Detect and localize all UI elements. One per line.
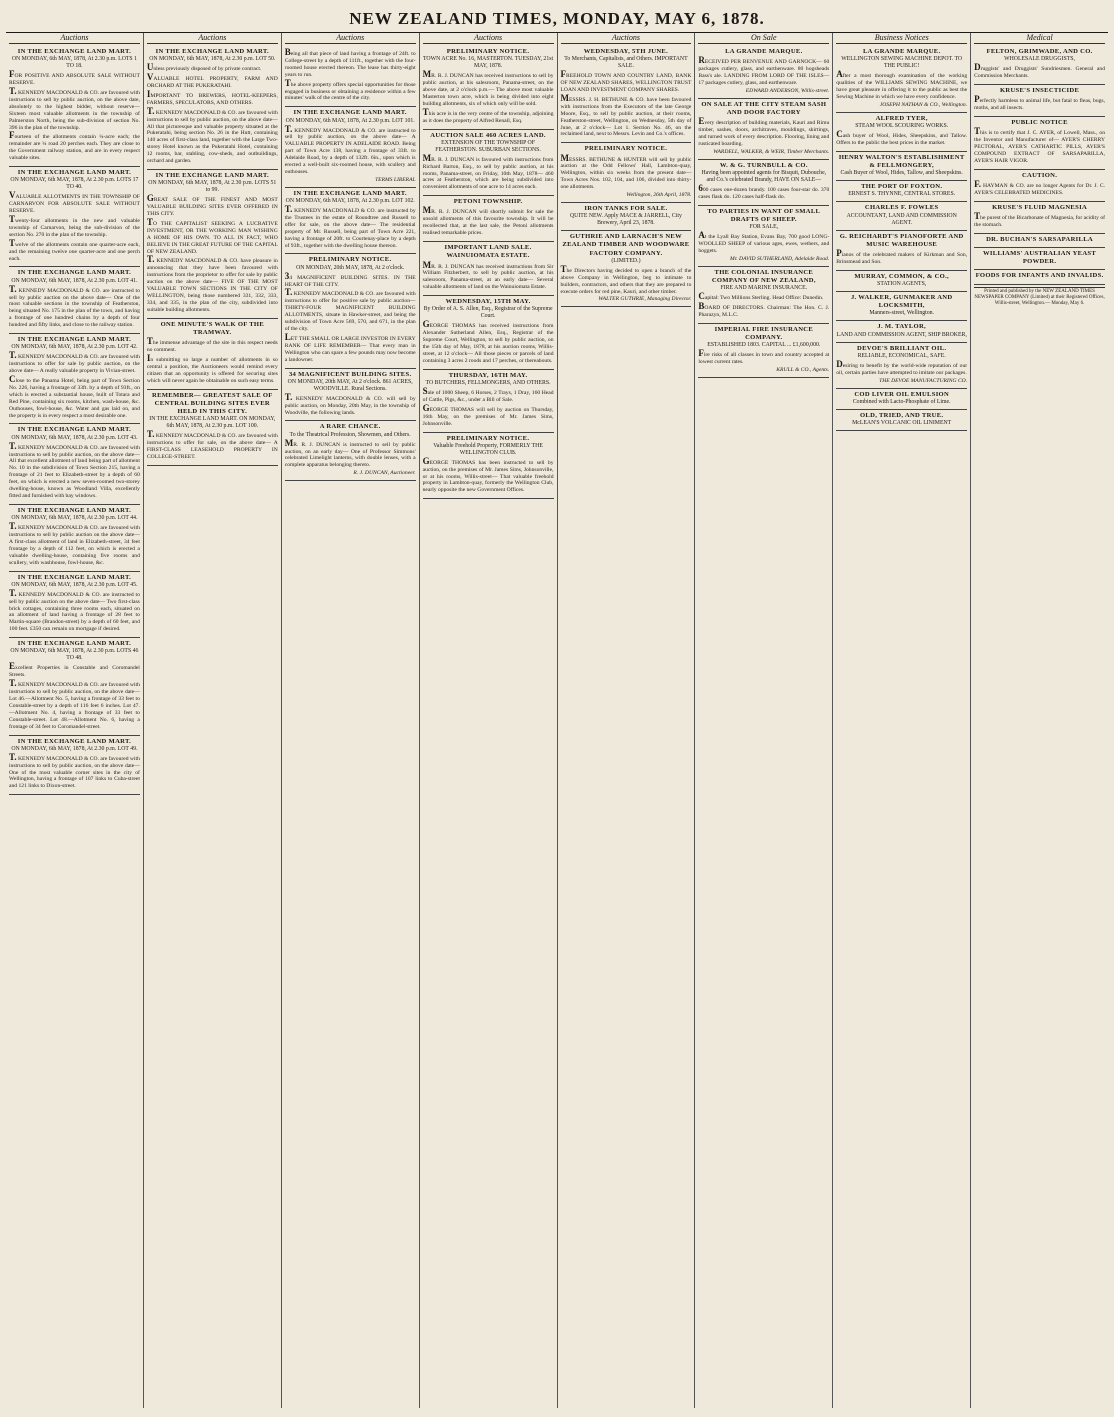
advertisement	[423, 130, 554, 197]
ad-paragraph: Cash buyer of Wool, Hides, Sheepskins, and Tallow. Offers to the public the best prices in the market.	[836, 128, 968, 146]
ad-body	[974, 178, 1105, 197]
ad-paragraph: Being all that piece of land having a frontage of 24ft. to College-street by a depth of 111ft., together with the four-roomed house erected thereon. The lease has thirty-eight years to run.	[284, 47, 416, 78]
ad-body	[9, 663, 140, 730]
ad-paragraph: MR. R. J. DUNCAN is instructed to sell by public auction, on an early day— One of Professor Simmons' celebrated Limelight lanterns, with double lenses, with a complete apparatus belonging thereto.	[284, 437, 416, 469]
ad-body	[423, 321, 554, 364]
ad-paragraph: At the Lyall Bay Station, Evans Bay, 700 good LONG-WOOLLED SHEEP of various ages, ewes, wethers, and hoggets.	[698, 230, 830, 254]
ad-paragraph: BOARD OF DIRECTORS. Chairman: The Hon. C. J. Pharazyn, M.L.C.	[698, 301, 830, 318]
column-3	[282, 33, 420, 1408]
ad-subtitle: LAND AND COMMISSION AGENT, SHIP BROKER,	[836, 331, 967, 338]
ad-title: THURSDAY, 16TH MAY.	[448, 371, 528, 379]
column-grid	[6, 33, 1108, 1408]
ad-paragraph: The above property offers special opportunities for those engaged in business or obtaining a residence within a few minutes' walk of the centre of the city.	[284, 77, 416, 102]
ad-paragraph: T. KENNEDY MACDONALD & CO. will sell by public auction, on Monday, 20th May, in the township of Woodville, the following lands.	[284, 391, 416, 416]
ad-body	[836, 71, 967, 101]
advertisement	[836, 410, 967, 431]
ad-title: KRUSE'S FLUID MAGNESIA	[992, 203, 1088, 211]
advertisement	[836, 343, 967, 389]
advertisement	[974, 117, 1105, 170]
ad-title: COD LIVER OIL EMULSION	[854, 390, 950, 398]
advertisement	[285, 369, 416, 422]
ad-paragraph: MESSRS. J. H. BETHUNE & CO. have been favoured with instructions from the Executors of the late George Moore, Esq., to sell by public auction, at their rooms, Featherston-street, Wellington, on Wednesday, 5th day of June, at 2 o'clock— Lot 1. Section No. 46, on the reclaimed land, next to Messrs. Levin and Co.'s offices.	[560, 92, 692, 138]
ad-subtitle: TOWN ACRE No. 16, MASTERTON. TUESDAY, 21st MAY, 1878.	[423, 56, 554, 70]
ad-title: ONE MINUTE'S WALK OF THE TRAMWAY.	[160, 320, 265, 336]
ad-body	[698, 232, 829, 255]
ad-paragraph: FREEHOLD TOWN AND COUNTRY LAND, BANK OF NEW ZEALAND SHARES, WELLINGTON TRUST LOAN AND INVESTMENT COMPANY SHARES.	[560, 69, 692, 94]
ad-body	[422, 455, 554, 495]
ad-body	[9, 71, 140, 162]
ad-body	[284, 270, 416, 364]
ad-paragraph: T. KENNEDY MACDONALD & CO. have pleasure in announcing that they have been favoured with instructions from the proprietor to offer for sale by public auction on the above date— FIVE OF THE MOST VALUABLE TOWN SECTIONS IN THE CITY OF WELLINGTON, being those numbered 331, 332, 333, 334, and 335, in the plan of the city, subdivided into suitable building allotments.	[146, 254, 278, 313]
ad-title: IRON TANKS FOR SALE.	[584, 205, 668, 212]
ad-paragraph: MR. R. J. DUNCAN has received instructions from Sir William Fitzherbert, to sell by public auction, at his salesroom, Panama-street, at an early date— Several valuable allotments of land on the Wainuiomata Estate.	[422, 259, 554, 291]
ad-title: WEDNESDAY, 15TH MAY.	[445, 298, 531, 306]
ad-title: IN THE EXCHANGE LAND MART.	[155, 171, 269, 179]
ad-subtitle: ON MONDAY, 6th MAY, 1878, At 2.30 p.m. LOT 43.	[11, 434, 138, 441]
ad-subtitle: ON MONDAY, 20th MAY, At 2 o'clock. 861 ACRES, WOODVILLE. Rural Sections.	[287, 378, 413, 392]
ad-title: WILLIAMS' AUSTRALIAN YEAST POWDER.	[983, 250, 1097, 266]
ad-title: IN THE EXCHANGE LAND MART.	[17, 573, 132, 581]
advertisement	[974, 85, 1105, 117]
advertisement	[147, 390, 278, 466]
advertisement	[285, 421, 416, 481]
advertisement	[9, 167, 140, 267]
advertisement	[9, 46, 140, 167]
ad-paragraph: T. KENNEDY MACDONALD & CO. are favoured with instructions to sell by public auction, on the above date— All that excellent allotment of land being part of allotment No. 10 in the subdivision of Town Section 215, having a frontage of 21 feet to Elizabeth-street by a depth of 60 feet, on which is erected a new seven-roomed two-storey dwelling-house, known as Woodland Villa, excellently fitted and furnished with bay windows.	[9, 440, 140, 499]
ad-title: W. & G. TURNBULL & CO.	[719, 161, 808, 169]
advertisement	[698, 99, 829, 160]
ad-body	[974, 210, 1105, 229]
ad-title: CHARLES F. FOWLES	[864, 204, 939, 212]
ad-body	[284, 391, 416, 417]
ad-title: PUBLIC NOTICE	[1011, 119, 1068, 127]
ad-body	[561, 71, 692, 138]
advertisement	[561, 203, 692, 231]
ad-subtitle: ON MONDAY, 6th MAY, 1878, At 2.30 p.m. LOTS 17 TO 40.	[10, 177, 139, 191]
ad-body	[560, 152, 692, 192]
ad-title: PRELIMINARY NOTICE.	[584, 145, 668, 153]
ad-title: GUTHRIE AND LARNACH'S NEW ZEALAND TIMBER AND WOODWARE FACTORY COMPANY.	[562, 233, 690, 257]
advertisement	[974, 202, 1105, 234]
ad-title: IN THE EXCHANGE LAND MART.	[17, 426, 132, 434]
ad-title: IN THE EXCHANGE LAND MART.	[17, 506, 132, 514]
ad-subtitle: ON MONDAY, 6th MAY, 1878, At 2.30 p.m. LOT 50.	[149, 56, 276, 63]
ad-paragraph: IMPORTANT TO BREWERS, HOTEL-KEEPERS, FARMERS, SPECULATORS, AND OTHERS.	[146, 88, 278, 106]
ad-paragraph: RECEIVED PER BENVENUE AND GARNOCK— 60 packages cutlery, glass, and earthenware. 80 hogsheads Bass's ale. LANDING FROM LORD OF THE ISLES— 17 packages cutlery, glass, and earthenware.	[698, 55, 830, 86]
ad-body	[9, 192, 140, 262]
advertisement	[9, 334, 140, 424]
advertisement	[836, 231, 967, 271]
advertisement	[836, 113, 967, 152]
ad-paragraph: Fire risks of all classes in town and country accepted at lowest current rates.	[698, 348, 830, 366]
ad-body	[836, 128, 968, 147]
advertisement	[9, 267, 140, 334]
ad-body	[147, 64, 278, 165]
advertisement	[836, 202, 967, 230]
ad-title: OLD, TRIED, AND TRUE.	[860, 411, 944, 419]
ad-title: DR. BUCHAN'S SARSAPARILLA	[986, 235, 1093, 243]
advertisement	[147, 46, 278, 170]
ad-body	[9, 283, 140, 329]
ad-title: IN THE EXCHANGE LAND MART.	[17, 269, 132, 277]
ad-body	[698, 57, 829, 87]
advertisement	[836, 389, 967, 410]
ad-title: THE PORT OF FOXTON.	[861, 183, 943, 191]
ad-body	[974, 96, 1105, 112]
ad-paragraph: 600 cases one-dozen brandy. 100 cases four-star do. 370 cases flask do. 120 cases half-flask do.	[698, 182, 830, 200]
ad-signature: THE DEVOE MANUFACTURING CO.	[879, 377, 968, 384]
ad-title: PRELIMINARY NOTICE.	[446, 434, 530, 442]
ad-body	[974, 128, 1105, 165]
ad-title: IMPERIAL FIRE INSURANCE COMPANY.	[714, 325, 814, 342]
advertisement	[423, 242, 554, 296]
advertisement	[9, 638, 140, 735]
ad-signature: Mr. DAVID SUTHERLAND, Adelaide Road.	[730, 255, 830, 262]
column-7	[833, 33, 971, 1408]
ad-body	[147, 195, 278, 314]
ad-subtitle: WHOLESALE DRUGGISTS,	[1004, 56, 1075, 63]
ad-body	[422, 259, 554, 292]
advertisement	[836, 271, 967, 292]
ad-subtitle: ON MONDAY, 20th MAY, 1878, At 2 o'clock.	[296, 264, 405, 271]
ad-paragraph: MR. R. J. DUNCAN will shortly submit for sale the unsold allotments of this favourite township. It will be recollected that, at the last sale, the Petoni allotments realised remarkable prices.	[422, 205, 554, 237]
advertisement	[561, 231, 692, 307]
ad-paragraph: Desiring to benefit by the world-wide reputation of our oil, certain parties have attempted to imitate our packages.	[836, 358, 968, 376]
ad-paragraph: VALUABLE HOTEL PROPERTY, FARM AND ORCHARD AT THE PUKERATAHI.	[146, 72, 278, 90]
ad-body	[9, 440, 140, 500]
ad-paragraph: 34 MAGNIFICENT BUILDING SITES. IN THE HEART OF THE CITY.	[284, 270, 416, 288]
advertisement	[147, 319, 278, 390]
ad-body	[285, 206, 416, 249]
ad-paragraph: GEORGE THOMAS has been instructed to sell by auction, on the premises of Mr. James Sims, Johnsonville, or at his rooms, Willis-street— That valuable freehold property in Lambton-quay, formerly the Wellington Club, nearly opposite the new Government Offices.	[422, 455, 554, 494]
ad-body	[9, 751, 140, 791]
ad-signature: WALTER GUTHRIE, Managing Director.	[598, 296, 692, 303]
ad-title: KRUSE'S INSECTICIDE	[999, 87, 1080, 95]
ad-body	[422, 152, 554, 192]
ad-paragraph: GEORGE THOMAS will sell by auction on Thursday, 16th May, on the premises of Mr. James Sims, Johnsonville.	[422, 402, 554, 427]
ad-body	[423, 207, 554, 237]
ad-title: PRELIMINARY NOTICE.	[446, 48, 530, 55]
ad-subtitle: Combined with Lacto-Phosphate of Lime.	[852, 398, 951, 405]
advertisement	[974, 270, 1105, 284]
ad-paragraph: T. KENNEDY MACDONALD & CO. are favoured with instructions to sell by public auction, on the above date— Lot 46.—Allotment No. 5, having a frontage of 33 feet to Constable-street by a depth of 116 feet 6 inches. Lot 47.—Allotment No. 4, having a frontage of 33 feet to Constable-street. Lot 48.—Allotment No. 6, having a frontage of 34 feet to Coromandel-street.	[9, 678, 140, 730]
advertisement	[9, 736, 140, 796]
advertisement	[561, 46, 692, 143]
ad-body	[285, 49, 416, 102]
column-6	[695, 33, 833, 1408]
ad-body	[698, 182, 830, 201]
ad-subtitle: (LIMITED.)	[611, 257, 641, 264]
ad-subtitle: TO BUTCHERS, FELLMONGERS, AND OTHERS.	[425, 379, 551, 386]
ad-signature: JOSEPH NATHAN & CO., Wellington.	[879, 101, 968, 108]
section-header: Auctions	[561, 33, 692, 44]
ad-paragraph: T. KENNEDY MACDONALD & CO. are instructed to sell by public auction on the above date— One of the most valuable sections in the township of Featherston, being situated No. 175 in the plan of the town, and having a frontage of one hundred chains by a depth of four hundred and fifty links, and close to the railway station.	[9, 283, 140, 329]
ad-title: TO PARTIES IN WANT OF SMALL DRAFTS OF SHEEP.	[707, 207, 821, 223]
advertisement	[698, 46, 829, 99]
ad-paragraph: MESSRS. BETHUNE & HUNTER will sell by public auction at the Odd Fellows' Hall, Lambton-quay, Wellington, within six weeks from the present date— Town Acres Nos. 102, 104, and 106, divided into thirty-one allotments.	[560, 152, 692, 191]
ad-subtitle: ON MONDAY, 6th MAY, 1878, At 2.30 p.m. LOTS 51 to 99.	[148, 180, 277, 194]
ad-body	[147, 338, 278, 384]
ad-subtitle: STEAM WOOL SCOURING WORKS.	[855, 122, 949, 129]
ad-paragraph: MR. R. J. DUNCAN has received instructions to sell by public auction, at his salesroom, Panama-street, on the above date, at 2 o'clock p.m.— The above most valuable Masterton town acre, which is being divided into eight building allotments, six of which only will be sold.	[422, 69, 554, 107]
ad-title: J. M. TAYLOR,	[877, 323, 927, 331]
advertisement	[285, 188, 416, 255]
ad-subtitle: ON MONDAY, 6th MAY, 1878, At 2.30 p.m. LOT 101.	[285, 117, 415, 124]
advertisement	[423, 196, 554, 242]
ad-body	[423, 71, 554, 124]
advertisement	[147, 170, 278, 319]
advertisement	[285, 46, 416, 107]
section-header: Auctions	[9, 33, 140, 44]
ad-subtitle: ON MONDAY, 6th MAY, 1878, At 2.30 p.m. LOTS 46 TO 48.	[10, 648, 139, 662]
ad-signature: KRULL & CO., Agents.	[776, 367, 830, 374]
advertisement	[423, 370, 554, 433]
ad-paragraph: T. KENNEDY MACDONALD & CO. are instructed to sell by public auction, on the above date— A VALUABLE PROPERTY IN ADELAIDE ROAD. Being part of Town Acre 138, having a frontage of 33ft. to Adelaide Road, by a depth of 132ft. 6in., upon which is erected a well-built six-roomed house, with scullery and outhouses.	[284, 123, 416, 175]
ad-title: ON SALE AT THE CITY STEAM SASH AND DOOR FACTORY	[701, 100, 827, 116]
ad-title: DEVOE'S BRILLIANT OIL.	[857, 344, 947, 352]
ad-paragraph: The Directors having decided to open a branch of the above Company in Wellington, beg to intimate to builders, contractors, and others that they are prepared to execute orders for red pine, Kauri, and other timber.	[560, 263, 692, 295]
ad-subtitle: ESTABLISHED 1803. CAPITAL ... £1,600,000.	[707, 342, 821, 349]
advertisement	[974, 46, 1105, 85]
advertisement	[974, 234, 1105, 248]
section-header: Medical	[974, 33, 1105, 44]
ad-paragraph: GREAT SALE OF THE FINEST AND MOST VALUABLE BUILDING SITES EVER OFFERED IN THIS CITY.	[146, 193, 278, 217]
advertisement	[423, 46, 554, 130]
ad-title: WEDNESDAY, 5TH JUNE.	[583, 48, 669, 55]
ad-subtitle: EXTENSION OF THE TOWNSHIP OF FEATHERSTON. SUBURBAN SECTIONS.	[435, 139, 541, 153]
ad-title: AUCTION SALE 460 ACRES LAND.	[430, 131, 546, 139]
ad-paragraph: This is to certify that J. C. AYER, of Lowell, Mass., on the Inventor and Manufacturer of— AYER'S CHERRY PECTORAL, AYER'S CATHARTIC PILLS, AYER'S COMPOUND EXTRACT OF SARSAPARILLA, AYER'S HAIR VIGOR.	[974, 126, 1105, 164]
ad-subtitle: ON MONDAY, 6th MAY, 1878, At 2.30 p.m. LOT 42.	[11, 344, 138, 351]
ad-signature: TERMS LIBERAL	[375, 176, 416, 183]
advertisement	[698, 206, 829, 267]
ad-title: FELTON, GRIMWADE, AND CO.	[986, 48, 1093, 55]
ad-subtitle: ON MONDAY, 6th MAY, 1878, At 2.30 p.m. LOT 45.	[11, 581, 138, 588]
advertisement	[561, 143, 692, 203]
ad-subtitle: RELIABLE, ECONOMICAL, SAFE.	[857, 352, 946, 359]
ad-paragraph: Sale of 1000 Sheep, 6 Horses, 2 Trays, 1 Dray, 160 Head of Cattle, Pigs, &c., under a Bill of Sale.	[422, 385, 554, 403]
ad-title: MURRAY, COMMON, & CO.,	[854, 272, 949, 280]
ad-title: 34 MAGNIFICENT BUILDING SITES.	[288, 370, 412, 378]
ad-body	[836, 358, 968, 377]
ad-title: REMEMBER— GREATEST SALE OF CENTRAL BUILDING SITES EVER HELD IN THIS CITY.	[152, 391, 273, 415]
advertisement	[9, 572, 140, 639]
ad-subtitle: ON MONDAY, 6th MAY, 1878, At 2.30 p.m. LOT 49.	[11, 745, 138, 752]
ad-subtitle: STATION AGENTS,	[877, 280, 927, 287]
ad-paragraph: LET THE SMALL OR LARGE INVESTOR IN EVERY RANK OF LIFE REMEMBER— That every man in Wellington who can spare a few pounds may now become a landowner.	[284, 331, 416, 363]
ad-paragraph: Unless previously disposed of by private contract.	[146, 62, 262, 73]
ad-paragraph: TO THE CAPITALIST SEEKING A LUCRATIVE INVESTMENT, OR THE WORKING MAN WISHING A HOME OF HIS OWN. TO ALL IN FACT, WHO BELIEVE IN THE GREAT FUTURE OF THE CAPITAL OF NEW ZEALAND.	[146, 216, 278, 255]
ad-subtitle: Valuable Freehold Property, FORMERLY THE WELLINGTON CLUB.	[433, 442, 543, 456]
ad-paragraph: T. KENNEDY MACDONALD & CO. are favoured with instructions to offer for sale by public auction, on the above date— A really valuable property in Vivian-street.	[9, 350, 140, 375]
ad-paragraph: F. HAYMAN & CO. are no longer Agents for Dr. J. C. AYER'S CELEBRATED MEDICINES.	[974, 178, 1105, 196]
ad-title: IN THE EXCHANGE LAND MART.	[17, 640, 132, 648]
ad-title: IN THE EXCHANGE LAND MART.	[293, 109, 407, 117]
ad-paragraph: This acre is in the very centre of the township, adjoining as it does the property of Alfred Renall, Esq.	[422, 106, 554, 124]
ad-subtitle: ON MONDAY, 6th MAY, 1878, At 2.30 p.m. LOTS 1 TO 18.	[11, 56, 137, 70]
advertisement	[836, 292, 967, 321]
column-1	[6, 33, 144, 1408]
ad-body	[9, 523, 140, 566]
ad-title: ALFRED TYER,	[875, 114, 928, 122]
ad-body	[560, 263, 692, 296]
advertisement	[423, 433, 554, 500]
advertisement	[836, 152, 967, 181]
ad-paragraph: Capital: Two Millions Sterling. Head Office: Dunedin.	[698, 291, 824, 302]
ad-body	[9, 587, 140, 633]
section-header: Business Notices	[836, 33, 967, 44]
ad-subtitle: Having been appointed agents for Bisquit, Dubouche, and Co.'s celebrated Brandy, HAVE ON SALE—	[701, 169, 827, 183]
advertisement	[974, 170, 1105, 202]
ad-subtitle: WELLINGTON SEWING MACHINE DEPOT. TO THE PUBLIC!	[841, 56, 963, 70]
ad-subtitle: FOR SALE,	[749, 224, 779, 231]
ad-body	[284, 123, 416, 176]
ad-title: CAUTION.	[1021, 171, 1058, 179]
ad-paragraph: In submitting so large a number of allotments in so central a position, the Auctioneers would remind every citizen that an opportunity is offered for securing sites which will never again be obtainable on such easy terms.	[146, 352, 278, 384]
ad-title: J. WALKER, GUNMAKER AND LOCKSMITH,	[850, 293, 953, 310]
advertisement	[836, 181, 967, 202]
ad-body	[9, 352, 140, 419]
ad-title: A RARE CHANCE.	[319, 423, 381, 431]
ad-paragraph: Every description of building materials, Kauri and Rimu timber, sashes, doors, architraves, mouldings, skirtings, and turned work of every description. Flooring, lining and rusticated boarding.	[698, 116, 830, 147]
ad-paragraph: T. KENNEDY MACDONALD & CO. are favoured with instructions to sell by public auction on the above date— A first-class allotment of land in Elizabeth-street, 34 feet frontage by a depth of 112 feet, on which is erected a valuable dwelling-house, containing five rooms and scullery, with washhouse, fowl-house, &c.	[9, 521, 140, 566]
ad-body	[422, 385, 554, 428]
ad-paragraph: VALUABLE ALLOTMENTS IN THE TOWNSHIP OF CARNARVON FOR ABSOLUTE SALE WITHOUT RESERVE.	[9, 190, 140, 215]
advertisement	[285, 107, 416, 187]
column-2	[144, 33, 282, 1408]
advertisement	[974, 248, 1105, 270]
ad-title: FOODS FOR INFANTS AND INVALIDS.	[975, 272, 1104, 280]
ad-paragraph: T. KENNEDY MACDONALD & CO. are favoured with instructions to offer for positive sale by public auction— THIRTY-FOUR MAGNIFICENT BUILDING ALLOTMENTS, situate in Hawker-street, and being the subdivision of Town Acre 569, 570, and 671, in the plan of the city.	[284, 287, 416, 332]
ad-body	[698, 118, 829, 148]
ad-signature: WARDELL, WALKER, & WEIR, Timber Merchants.	[713, 148, 830, 155]
ad-title: PETONI TOWNSHIP.	[453, 198, 523, 206]
ad-body	[284, 437, 416, 470]
ad-title: PRELIMINARY NOTICE.	[308, 256, 392, 264]
column-8	[971, 33, 1108, 1408]
column-5	[558, 33, 696, 1408]
ad-paragraph: T. KENNEDY MACDONALD & CO. are instructed to sell by public auction on the above date— Two first-class brick cottages, containing three rooms each, situated on an allotment of land having a frontage of 28 feet to Martin-square (Brandon-street) by a depth of 60 feet, and 100 feet. £350 can remain on mortgage if desired.	[9, 587, 140, 633]
ad-subtitle: ERNEST S. THYNNE, CENTRAL STORES.	[848, 191, 956, 198]
ad-paragraph: Twelve of the allotments contain one quarter-acre each, and the remaining twelve one quarter-acre and one perch each.	[9, 237, 140, 262]
ad-title: IN THE EXCHANGE LAND MART.	[17, 336, 132, 344]
ad-body	[836, 247, 968, 266]
ad-body	[147, 431, 278, 461]
ad-title: THE COLONIAL INSURANCE COMPANY OF NEW ZEALAND,	[711, 268, 816, 284]
advertisement	[698, 160, 829, 206]
ad-body	[698, 350, 829, 366]
ad-paragraph: FOR POSITIVE AND ABSOLUTE SALE WITHOUT RESERVE.	[9, 69, 140, 87]
advertisement	[698, 267, 829, 324]
ad-signature: EDWARD ANDERSON, Willis-street.	[745, 87, 830, 94]
advertisement	[423, 296, 554, 370]
ad-body	[698, 293, 829, 319]
ad-paragraph: Perfectly harmless to animal life, but fatal to fleas, bugs, moths, and all insects.	[974, 94, 1105, 112]
ad-paragraph: The immense advantage of the site in this respect needs no comment.	[146, 336, 278, 353]
ad-subtitle: By Order of A. S. Allen, Esq., Registrar of the Supreme Court.	[423, 306, 553, 320]
ad-subtitle: IN THE EXCHANGE LAND MART. ON MONDAY, 6th MAY, 1878, At 2.30 p.m. LOT 100.	[149, 416, 276, 430]
ad-paragraph: The purest of the Bicarbonate of Magnesia, for acidity of the stomach.	[974, 210, 1105, 228]
advertisement	[836, 321, 967, 342]
ad-subtitle: FIRE AND MARINE INSURANCE.	[720, 285, 808, 292]
ad-paragraph: Close to the Panama Hotel, being part of Town Section No. 226, having a frontage of 33ft. by a depth of 93ft., on which is erected a substantial house, built of Totara and Red Pine, containing six rooms, kitchen, wash-house, &c. Outhouses, fowl-house, &c. Water and gas laid on, and the property is in every respect a most desirable one.	[9, 374, 140, 419]
ad-paragraph: Pianos of the celebrated makers of Kirkman and Son, Brinsmead and Son.	[836, 247, 968, 265]
ad-title: HENRY WALTON'S ESTABLISHMENT & FELLMONGERY,	[838, 153, 965, 169]
imprint-note: Printed and published by the NEW ZEALAND TIMES NEWSPAPER COMPANY (Limited) at their Registered Offices, Willis-street, Wellington.— Monday, May 6.	[974, 288, 1105, 306]
advertisement	[9, 505, 140, 572]
ad-subtitle: To Merchants, Capitalists, and Others. IMPORTANT SALE.	[564, 56, 688, 70]
ad-title: IMPORTANT LAND SALE. WAINUIOMATA ESTATE.	[444, 244, 532, 260]
ad-paragraph: T. KENNEDY MACDONALD & CO. are instructed by the Trustees in the estate of Roundtree and Russell to offer for sale, on the above date— The residential property of Mr. Russell, being part of Town Acre 221, having a frontage of 20ft. to Courtenay-place by a depth of 93ft., together with the dwelling house thereon.	[284, 204, 416, 249]
section-header: Auctions	[147, 33, 278, 44]
ad-signature: R. J. DUNCAN, Auctioneer.	[353, 470, 416, 477]
advertisement	[698, 324, 829, 378]
ad-paragraph: Fourteen of the allotments contain ¼-acre each; the remainder are ¼ road 20 perches each. They are close to the Government railway station, and are in every respect valuable sites.	[9, 130, 140, 162]
ad-subtitle: To the Theatrical Profession, Showmen, and Others.	[289, 431, 411, 438]
section-header: Auctions	[423, 33, 554, 44]
advertisement	[836, 46, 967, 113]
ad-subtitle: McLEAN'S VOLCANIC OIL LINIMENT	[852, 419, 952, 426]
section-header: On Sale	[698, 33, 829, 44]
ad-title: IN THE EXCHANGE LAND MART.	[293, 189, 407, 197]
ad-title: IN THE EXCHANGE LAND MART.	[17, 169, 132, 177]
ad-paragraph: Twenty-four allotments in the new and valuable township of Carnarvon, being the sub-division of the section No. 270 in the plan of the township.	[9, 214, 140, 238]
ad-subtitle: Manners-street, Wellington.	[869, 310, 934, 317]
ad-paragraph: MR. R. J. DUNCAN is favoured with instructions from Richard Barton, Esq., to sell by public auction, at his rooms, Panama-street, on Friday, 10th May, 1878— 460 acres at Featherston, which are being subdivided into convenient allotments of one acre to 14 acres each.	[422, 152, 554, 191]
ad-subtitle: ACCOUNTANT, LAND AND COMMISSION AGENT.	[846, 212, 957, 226]
ad-subtitle: ON MONDAY, 6th MAY, 1878, At 2.30 p.m. LOT 41.	[11, 277, 138, 284]
ad-paragraph: After a most thorough examination of the working qualities of the WILLIAMS SEWING MACHINE, we have great pleasure in offering it to the public as best the Sewing Machine in which we have every confidence.	[836, 69, 968, 100]
ad-subtitle: Cash Buyer of Wool, Hides, Tallow, and Sheepskins.	[840, 170, 963, 177]
ad-title: G. REICHARDT'S PIANOFORTE AND MUSIC WAREHOUSE	[839, 232, 964, 248]
ad-body	[974, 64, 1105, 80]
ad-subtitle: ON MONDAY, 6th MAY, 1878, At 2.30 p.m. LOT 102.	[285, 198, 415, 204]
ad-paragraph: T. KENNEDY MACDONALD & CO. are favoured with instructions to sell by public auction, on the above date— One of the most valuable corner sites in the city of Wellington, having a frontage of 107 links to Cuba-street and 121 links to Dixon-street.	[9, 751, 140, 790]
ad-subtitle: QUITE NEW. Apply MACE & JARRELL, City Brewery, April 23, 1878.	[570, 213, 682, 227]
advertisement	[285, 254, 416, 368]
ad-title: LA GRANDE MARQUE.	[862, 48, 941, 55]
section-header: Auctions	[285, 33, 416, 44]
ad-paragraph: Excellent Properties in Constable and Coromandel Streets.	[9, 661, 140, 679]
ad-subtitle: ON MONDAY, 6th MAY, 1878, At 2.30 p.m. LOT 44.	[11, 515, 138, 522]
column-4	[420, 33, 558, 1408]
ad-paragraph: T. KENNEDY MACDONALD & CO. are favoured with instructions to sell by public auction, on the above date— All that picturesque and valuable property situated at the Pukeratahi, being section No. 26 in the Hutt, containing 140 acres of first-class land, together with the Large Two-storey Hotel known as the Pukeratahi Hotel, containing 12 rooms, bar, stabling, cow-sheds, and outbuildings, orchard and garden.	[146, 105, 278, 165]
ad-title: LA GRANDE MARQUE.	[725, 48, 803, 55]
ad-paragraph: T. KENNEDY MACDONALD & CO. are favoured with instructions to offer for sale, on the above date— A FIRST-CLASS LEASEHOLD PROPERTY IN COLLEGE-STREET.	[146, 429, 278, 460]
ad-title: IN THE EXCHANGE LAND MART.	[17, 737, 132, 745]
ad-title: IN THE EXCHANGE LAND MART.	[17, 48, 132, 55]
ad-paragraph: Druggists' and Druggists' Sundriesmen. General and Commission Merchants.	[974, 62, 1105, 80]
masthead-title: NEW ZEALAND TIMES, MONDAY, MAY 6, 1878.	[6, 6, 1108, 33]
ad-paragraph: T. KENNEDY MACDONALD & CO. are favoured with instructions to sell by public auction, on the above date, absolutely to the highest bidder, without reserve— Sixteen most valuable allotments in the township of Palmerston North, being the sub-division of section No. 396 in the plan of the township.	[9, 86, 140, 131]
ad-title: IN THE EXCHANGE LAND MART.	[155, 48, 269, 55]
advertisement	[9, 424, 140, 504]
ad-signature: Wellington, 26th April, 1878.	[626, 192, 692, 199]
ad-paragraph: GEORGE THOMAS has received instructions from Alexander Sutherland Allen, Esq., Registrar of the Supreme Court, Wellington, to sell by public auction, on the 15th day of May, 1878, at his auction rooms, Willis-street, at 12 o'clock— All those pieces or parcels of land containing 3 acres 2 roods and 17 perches, or thereabouts.	[422, 319, 554, 364]
